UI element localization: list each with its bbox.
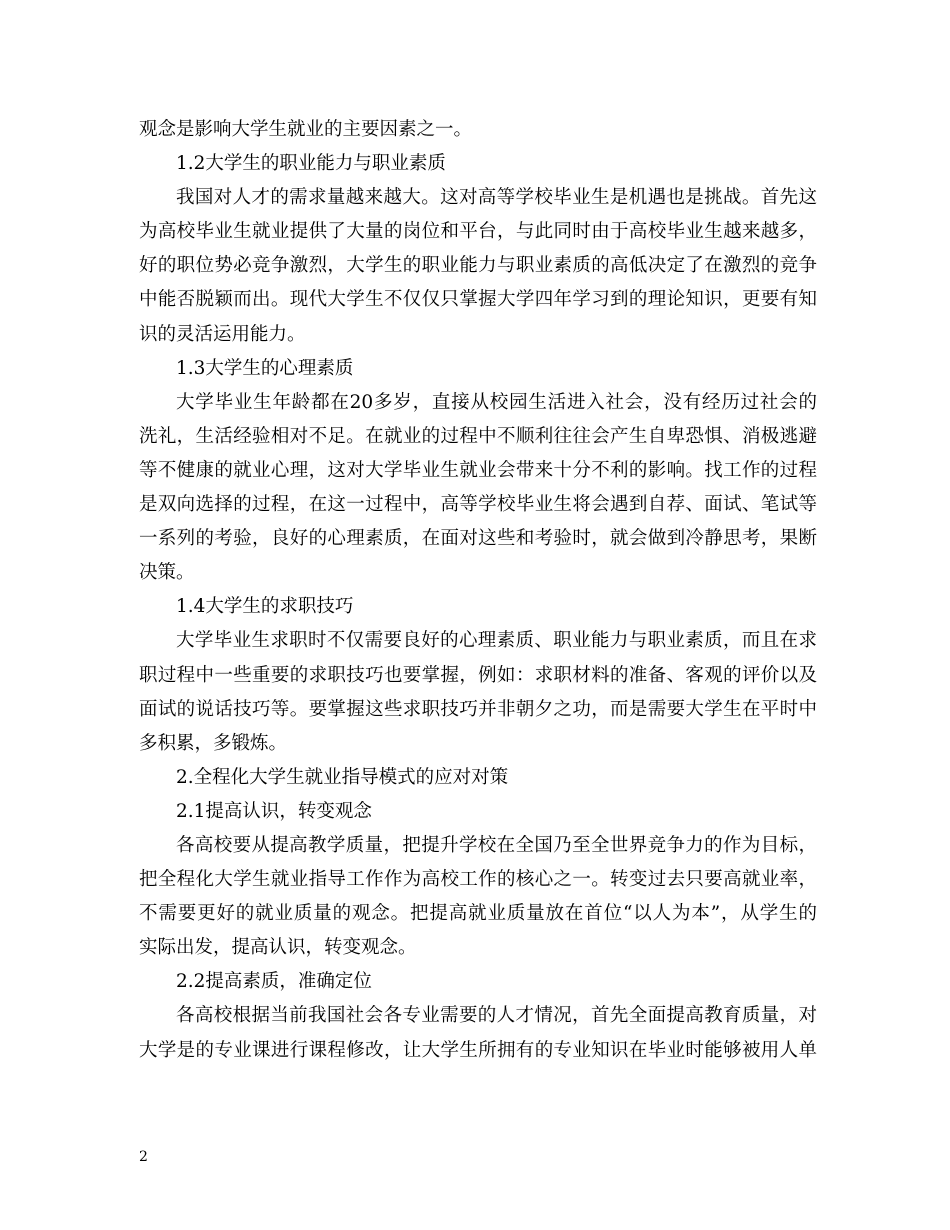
text-line: 多积累，多锻炼。 [139, 732, 288, 754]
text-line: 好的职位势必竞争激烈，大学生的职业能力与职业素质的高低决定了在激烈的竞争 [139, 255, 817, 277]
page-number: 2 [139, 1149, 148, 1165]
text-line: 大学毕业生年龄都在20多岁，直接从校园生活进入社会，没有经历过社会的 [176, 391, 817, 413]
text-line: 实际出发，提高认识，转变观念。 [139, 937, 417, 959]
text-line: 各高校根据当前我国社会各专业需要的人才情况，首先全面提高教育质量，对 [176, 1005, 817, 1027]
text-line: 1.4大学生的求职技巧 [176, 596, 354, 618]
text-line: 大学是的专业课进行课程修改，让大学生所拥有的专业知识在毕业时能够被用人单 [139, 1039, 817, 1061]
text-line: 各高校要从提高教学质量，把提升学校在全国乃至全世界竞争力的作为目标， [176, 834, 817, 856]
text-line: 面试的说话技巧等。要掌握这些求职技巧并非朝夕之功，而是需要大学生在平时中 [139, 698, 817, 720]
body-text [139, 113, 817, 1068]
text-line: 是双向选择的过程，在这一过程中，高等学校毕业生将会遇到自荐、面试、笔试等 [139, 494, 817, 516]
text-line: 职过程中一些重要的求职技巧也要掌握，例如：求职材料的准备、客观的评价以及 [139, 664, 817, 686]
text-line: 2.全程化大学生就业指导模式的应对对策 [176, 766, 509, 788]
text-line: 大学毕业生求职时不仅需要良好的心理素质、职业能力与职业素质，而且在求 [176, 630, 817, 652]
text-line: 我国对人才的需求量越来越大。这对高等学校毕业生是机遇也是挑战。首先这 [176, 187, 817, 209]
text-line: 2.1提高认识，转变观念 [176, 800, 372, 822]
text-line: 识的灵活运用能力。 [139, 323, 306, 345]
text-line: 1.2大学生的职业能力与职业素质 [176, 153, 446, 175]
text-line: 为高校毕业生就业提供了大量的岗位和平台，与此同时由于高校毕业生越来越多， [139, 221, 817, 243]
text-line: 1.3大学生的心理素质 [176, 357, 354, 379]
text-line: 把全程化大学生就业指导工作作为高校工作的核心之一。转变过去只要高就业率， [139, 869, 817, 891]
text-line: 等不健康的就业心理，这对大学毕业生就业会带来十分不利的影响。找工作的过程 [139, 459, 817, 481]
text-line: 一系列的考验，良好的心理素质，在面对这些和考验时，就会做到冷静思考，果断 [139, 528, 817, 550]
text-line: 决策。 [139, 562, 195, 584]
text-line: 不需要更好的就业质量的观念。把提高就业质量放在首位“以人为本”，从学生的 [139, 903, 817, 925]
text-line: 2.2提高素质，准确定位 [176, 971, 372, 993]
text-line: 观念是影响大学生就业的主要因素之一。 [139, 119, 473, 140]
text-line: 洗礼，生活经验相对不足。在就业的过程中不顺利往往会产生自卑恐惧、消极逃避 [139, 425, 817, 447]
text-line: 中能否脱颖而出。现代大学生不仅仅只掌握大学四年学习到的理论知识，更要有知 [139, 289, 817, 311]
